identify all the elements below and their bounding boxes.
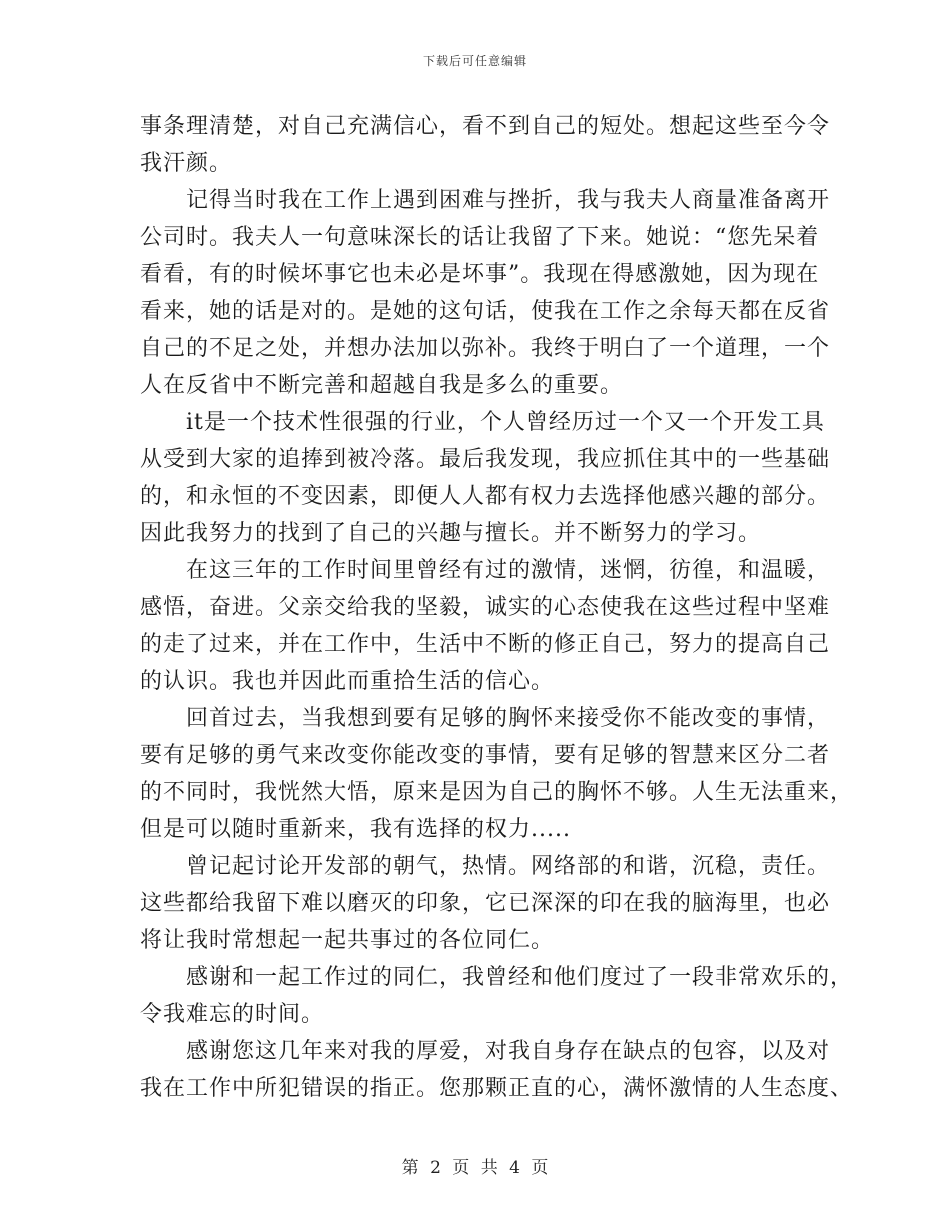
text-line: 这些都给我留下难以磨灭的印象，它已深深的印在我的脑海里，也必 (140, 891, 831, 916)
page-footer: 第 2 页 共 4 页 (401, 1158, 549, 1178)
paragraph (140, 108, 831, 182)
text-line: 自己的不足之处，并想办法加以弥补。我终于明白了一个道理，一个 (140, 336, 831, 361)
text-line: 人在反省中不断完善和超越自我是多么的重要。 (140, 373, 624, 398)
text-line: 的认识。我也并因此而重拾生活的信心。 (140, 669, 555, 694)
text-line: 在这三年的工作时间里曾经有过的激情，迷惘，彷徨，和温暖， (186, 558, 831, 583)
text-line: 感谢和一起工作过的同仁，我曾经和他们度过了一段非常欢乐的， (186, 965, 854, 990)
text-line: it是一个技术性很强的行业，个人曾经历过一个又一个开发工具 (186, 410, 825, 435)
text-line: 看看，有的时候坏事它也未必是坏事”。我现在得感激她，因为现在 (140, 262, 820, 287)
text-line: 感谢您这几年来对我的厚爱，对我自身存在缺点的包容，以及对 (186, 1039, 831, 1064)
text-line: 将让我时常想起一起共事过的各位同仁。 (140, 928, 555, 953)
paragraph (140, 1033, 854, 1107)
text-line: 回首过去，当我想到要有足够的胸怀来接受你不能改变的事情， (186, 706, 831, 731)
text-line: 令我难忘的时间。 (140, 1002, 325, 1027)
paragraph (140, 848, 831, 959)
text-line: 记得当时我在工作上遇到困难与挫折，我与我夫人商量准备离开 (186, 188, 831, 213)
text-line: 因此我努力的找到了自己的兴趣与擅长。并不断努力的学习。 (140, 521, 762, 546)
text-line: 但是可以随时重新来，我有选择的权力..... (140, 817, 571, 842)
paragraph (140, 182, 831, 404)
text-line: 公司时。我夫人一句意味深长的话让我留了下来。她说：“您先呆着 (140, 225, 820, 250)
paragraph (140, 552, 831, 700)
text-line: 要有足够的勇气来改变你能改变的事情，要有足够的智慧来区分二者 (140, 743, 831, 768)
text-line: 从受到大家的追捧到被冷落。最后我发现，我应抓住其中的一些基础 (140, 447, 831, 472)
paragraph (140, 959, 854, 1033)
paragraph (140, 404, 831, 552)
text-line: 我在工作中所犯错误的指正。您那颗正直的心，满怀激情的人生态度、 (140, 1076, 854, 1101)
text-line: 事条理清楚，对自己充满信心，看不到自己的短处。想起这些至今令 (140, 114, 831, 139)
text-line: 看来，她的话是对的。是她的这句话，使我在工作之余每天都在反省 (140, 299, 831, 324)
page-header: 下载后可任意编辑 (422, 54, 527, 68)
document-body (140, 108, 854, 1107)
text-line: 的不同时，我恍然大悟，原来是因为自己的胸怀不够。人生无法重来， (140, 780, 854, 805)
text-line: 的走了过来，并在工作中，生活中不断的修正自己，努力的提高自己 (140, 632, 831, 657)
text-line: 的，和永恒的不变因素，即便人人都有权力去选择他感兴趣的部分。 (140, 484, 831, 509)
text-line: 感悟，奋进。父亲交给我的坚毅，诚实的心态使我在这些过程中坚难 (140, 595, 831, 620)
text-line: 曾记起讨论开发部的朝气，热情。网络部的和谐，沉稳，责任。 (186, 854, 831, 879)
paragraph (140, 700, 854, 848)
text-line: 我汗颜。 (140, 151, 233, 176)
